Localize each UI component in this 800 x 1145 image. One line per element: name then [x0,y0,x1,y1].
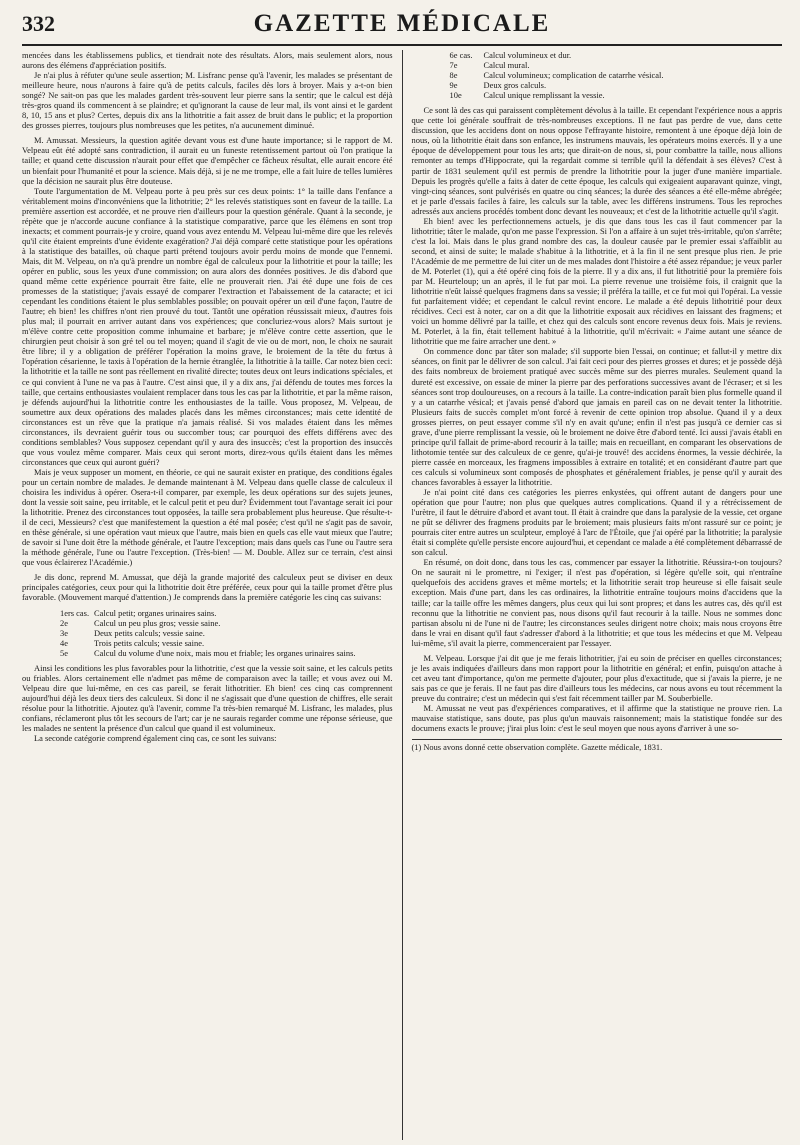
case-item [60,628,393,638]
case-item [60,608,393,618]
case-item [450,80,783,90]
paragraph: Je n'ai point cité dans ces catégories les pierres enkystées, qui offrent autant de dangers pour une opération que pour l'autre; non plus que quelques autres complications. Quand il y a rétrécissement de l'urètre, il faut le détruire d'abord et avant tout. Il était à craindre que dans la paralysie de la vessie, cet organe ne pût se délivrer des fragmens produits par le broiement; mais plusieurs faits m'ont rassuré sur ce point; je pourrais citer entre autres un sculpteur, employé à l'arc de l'Étoile, que j'ai opéré par la lithotritie; la paralysie était si complète qu'elle persiste encore aujourd'hui, et cependant ce malade a été complètement débarrassé de son calcul. [411,487,782,558]
paragraph: Mais je veux supposer un moment, en théorie, ce qui ne saurait exister en pratique, des conditions égales pour un certain nombre de malades. Je demande maintenant à M. Velpeau dans quelle classe de calculeux il choisira les individus à opérer. Osera-t-il comparer, par exemple, les deux opérations sur des sujets jeunes, dont la vessie soit saine, peu irritable, et le calcul petit et peu dur? Évidemment tout l'avantage serait ici pour la lithotritie. Prenez des circonstances tout opposées, la taille sera probablement plus heureuse. Que résulte-t-il de ceci, Messieurs? c'est que manifestement la question a été mal posée; c'est qu'il ne s'agit pas de savoir, en thèse générale, si une opération vaut mieux que l'autre, mais bien en quels cas elle vaut mieux que l'autre; de savoir si l'une doit être la méthode générale, et l'autre l'exception; mais dans quels cas l'une ou l'autre sera la méthode générale, l'une ou l'autre l'exception. (Très-bien! — M. Double. Allez sur ce terrain, c'est ainsi que vous éclairerez l'Académie.) [22,466,393,568]
case-number: 2e [60,617,68,628]
case-number: 9e [449,80,458,91]
paragraph: En résumé, on doit donc, dans tous les cas, commencer par essayer la lithotritie. Réussira-t-on toujours? On ne saurait ni le promettre, ni l'exiger; il n'est pas d'opération, si légère qu'elle soit, qui n'entraîne quelquefois des accidens graves et même mortels; et la lithotritie serait trop heureuse si elle faisait seule exception. Mais d'une part, dans les cas ordinaires, la lithotritie entraîne toujours moins d'accidens que la taille; car la taille offre les mêmes dangers, plus ceux qui lui sont propres; et dans les autres cas, dès qu'il est reconnu que la lithotritie ne convient pas, nous disons qu'il faut recourir à la taille. Nous ne sommes donc partisan absolu ni de l'une ni de l'autre; les circonstances seules dirigent notre choix; mais nous croyons être dans le vrai en disant qu'il faut s'adresser d'abord à la lithotritie; et que tous les médecins et que M. Velpeau lui-même, s'il avait la pierre, commenceraient par l'essayer. [411,557,782,648]
case-item [60,648,393,658]
case-number: 10e [449,90,462,101]
case-number: 3e [60,627,68,638]
paragraph: Ce sont là des cas qui paraissent complètement dévolus à la taille. Et cependant l'expérience nous a appris que cette loi générale souffrait de très-nombreuses exceptions. Il ne faut pas perdre de vue, dans cette discussion, que les accidens dont on nous oppose l'effrayante histoire, remontent à une époque déjà loin de nous, où la lithotritie était dans son enfance, les instrumens mauvais, les opérateurs moins exercés. Il y a une époque de développement pour tous les arts; que dirait-on de nous, si, pour combattre la taille, nous allions remonter au temps d'Hippocrate, qui la regardait comme si terrible qu'il la défendait à ses élèves? C'est à partir de 1831 seulement qu'il est permis de prendre la lithotritie pour la juger d'une manière impartiale. Depuis les progrès qu'elle a faits à dater de cette époque, les calculs qui exigeaient auparavant quinze, vingt, vingt-cinq séances, sont pulvérisés en quatre ou cinq séances; la durée des séances a été elle-même abrégée; et je parle d'essais faciles à faire, les calculs sur la table, avec les différens instrumens. Tous les reproches adressés aux anciens procédés tombent donc devant les nouveaux; et c'est de la lithotritie actuelle qu'il s'agit. [411,105,782,216]
journal-title: GAZETTE MÉDICALE [253,10,551,37]
paragraph: Ainsi les conditions les plus favorables pour la lithotritie, c'est que la vessie soit saine, et les calculs petits ou friables. Alors certainement elle n'admet pas même de comparaison avec la taille; et vous avez oui M. Velpeau dire que lui-même, en ces cas pareil, se ferait lithotritier. Eh bien! ces cinq cas comprennent aujourd'hui déjà les deux tiers des calculeux. Si donc il ne s'agissait que d'une question de chiffres, elle serait résolue pour la lithotritie. Ajoutez qu'à l'avenir, comme l'a très-bien remarqué M. Lisfranc, les malades, plus confians, réclameront plus tôt les secours de l'art; car je ne saurais regarder comme une réponse sérieuse, que les malades ne sentent la présence d'un calcul que quand il est volumineux. [22,662,393,734]
case-number: 5e [60,647,68,658]
paragraph: Toute l'argumentation de M. Velpeau porte à peu près sur ces deux points: 1° la taille dans l'enfance a véritablement moins d'inconvéniens que la lithotritie; 2° les relevés statistiques sont en faveur de la taille. La première assertion est accordée, et ne prouve rien d'ailleurs pour la question générale. Quant à la seconde, je répète que je n'accorde aucune confiance à la statistique comparative, parce que les élémens en sont trop inexacts; et comment pourrais-je y croire, quand vous avez entendu M. Velpeau lui-même dire que les relevés qu'il cite étaient empreints d'une évidente exagération? J'ai déjà comparé cette statistique pour les opérations à la statistique des batailles, où chaque parti prétend toujours avoir perdu moins de monde que l'ennemi. Mais, dit M. Velpeau, on n'a qu'à prendre un nombre égal de calculeux pour la lithotritie et pour la taille; les opérer en public, sous les yeux d'une commission; on aura alors des données positives. Je dis d'abord que quand même cette expérience pourrait être faite, elle ne prouverait rien. J'ai été dupe une fois de ces promesses de la statistique; j'avais essayé de comparer l'extraction et l'abaissement de la cataracte; et ici cependant les conditions étaient le plus semblables possible; on pouvait opérer un œil d'une façon, l'autre de l'autre; eh bien! les chiffres n'ont rien prouvé du tout. Tantôt une opération réussissait mieux, d'autres fois plus mal; il pourrait en arriver autant dans vos expériences; que concluriez-vous alors? Mais surtout je m'élève contre cette proposition comme inhumaine et barbare; je m'élève contre cette assertion, que le chirurgien peut choisir à son gré tel ou tel moyen; quand il s'agit de vie ou de mort, non, le choix ne saurait être libre; il y a obligation de préférer l'opération la moins grave, le broiement de la tête du fœtus à l'opération césarienne, le taxis à l'opération de la hernie étranglée, la lithotritie à la taille. Car notez bien ceci: la lithotritie et la taille ne sont pas réellement en rivalité directe; toutes deux ont leurs indications spéciales, et ce qui convient à l'une ne va pas à l'autre. C'est ainsi que, il y a dix ans, j'ai défendu de toutes mes forces la taille, que certains enthousiastes voulaient remplacer dans tous les cas par la lithotritie, et par la même raison, je défends aujourd'hui la lithotritie contre les enthousiastes de la taille. Vous proposez, M. Velpeau, de soumettre aux deux opérations des malades placés dans les mêmes circonstances; mais cette identité de circonstances est un rêve que la pratique n'a jamais réalisé. Si vos malades étaient dans les mêmes circonstances, ils devraient guérir tous ou succomber tous; car pourquoi des effets différens avec des conditions semblables? Vous supposez cependant qu'il y aura des insuccès; c'est la proportion des insuccès que vous voulez même comparer. Mais ceux qui seront morts, direz-vous qu'ils étaient dans les mêmes circonstances que ceux qui auront guéri? [22,185,393,467]
paragraph: mencées dans les établissemens publics, et tiendrait note des résultats. Alors, mais seulement alors, nous aurons des élémens d'appréciation positifs. [22,50,393,71]
case-text: Calcul mural. [483,60,530,71]
case-item [60,618,393,628]
case-item [450,60,783,70]
right-column [403,50,783,1140]
paragraph: M. Amussat. Messieurs, la question agitée devant vous est d'une haute importance; si le rapport de M. Velpeau eût été adopté sans contradiction, il aurait eu un funeste retentissement partout où l'on pratique la taille; et quand cette discussion n'aurait pour effet que d'empêcher ce fâcheux résultat, elle aurait encore été un bienfait pour l'humanité et pour la science. Mais déjà, si je ne me trompe, elle a fait luire de telles lumières que la décision ne saurait plus être douteuse. [22,135,393,186]
case-text: Trois petits calculs; vessie saine. [94,637,205,648]
paragraph: On commence donc par tâter son malade; s'il supporte bien l'essai, on continue; et fallut-il y mettre dix séances, on finit par le délivrer de son calcul. J'ai fait ceci pour des pierres grosses et dures; et je possède déjà des faits nombreux de broiement pratiqué avec succès même sur des pierres murales. Seulement quand la dureté est excessive, on essaie de miner la pierre par des perforations successives avant de l'écraser; et si les séances sont trop douloureuses, on a recours à la taille. La contre-indication paraît bien plus formelle quand il y a un catarrhe vésical; et j'avais pensé d'abord que jamais en pareil cas on ne devait tenter la lithotritie. Plusieurs faits de succès complet m'ont forcé à revenir de cette opinion trop absolue. Quand il y a deux grosses pierres, on peut essayer comme s'il n'y en avait qu'une; enfin il n'est pas jusqu'à ce dernier cas si grave, d'une pierre remplissant la vessie, où le broiement ne doive être d'abord tenté. Ici aussi j'avais établi en principe qu'il fallait de prime-abord recourir à la taille; mais en recueillant, en comparant les observations de lithotomie tentée sur des calculeux de ce genre, qu'ai-je trouvé! des accidens énormes, la vessie déchirée, la pierre cassée en morceaux, les fragmens impossibles à extraire en totalité; et en considérant d'autre part que ces calculs si volumineux sont composés de phosphates et généralement friables, je pense qu'il y aurait des chances favorables à essayer la lithotritie. [411,346,782,487]
left-column [22,50,403,1140]
paragraph: Je dis donc, reprend M. Amussat, que déjà la grande majorité des calculeux peut se diviser en deux principales catégories, ceux pour qui la lithotritie doit être préférée, ceux pour qui la taille promet d'être plus favorable. (Mouvement marqué d'attention.) Je comprends dans la première catégorie les cinq cas suivans: [22,572,393,603]
page-number: 332 [22,11,55,36]
case-text: Deux gros calculs. [483,80,547,91]
case-item [450,70,783,80]
paragraph: La seconde catégorie comprend également cinq cas, ce sont les suivans: [34,733,277,744]
case-number: 8e [449,70,458,81]
text-columns [22,50,782,1140]
case-text: Calcul unique remplissant la vessie. [483,90,605,101]
paragraph: M. Velpeau. Lorsque j'ai dit que je me ferais lithotritier, j'ai eu soin de préciser en quelles circonstances; je les avais indiquées d'ailleurs dans mon rapport pour la lithotritie en général; et enfin, puisqu'on attache à cet aveu tant d'importance, qu'on me permette d'ajouter, pour plus d'exactitude, que si j'avais la pierre, je ne sais pas ce que je ferais. Il ne faut pas dire d'ailleurs tous les médecins, car nous avons eu tout récemment la preuve du contraire; c'est un médecin qui s'est fait récemment tailler par M. Souberbielle. [411,652,782,703]
case-number: 4e [60,637,68,648]
paragraph: Eh bien! avec les perfectionnemens actuels, je dis que dans tous les cas il faut commencer par la lithotritie; tâter le malade, qu'on me passe l'expression. Si l'on a affaire à un sujet très-irritable, qu'on s'arrête; c'est la loi. Mais dans le plus grand nombre des cas, la douleur causée par le premier essai s'affaiblit au second, et ainsi de suite; le malade s'habitue à la lithotritie, et à la fin il ne sent presque plus rien. Je prie l'Académie de me permettre de lui citer un de mes malades dont l'histoire a été assez répandue; je veux parler de M. Poterlet (1), qui a été opéré cinq fois de la pierre. Il y a dix ans, il fut lithotritié pour la première fois par M. Heurteloup; un an après, il le fut par moi. La pierre revenue une troisième fois, il craignit que la lithotritie n'eût laissé quelques fragmens dans sa vessie; il préféra la taille, et ce fut moi qui l'opérai. La vessie fut parfaitement vidée; et cependant le calcul revint encore. Le malade a été depuis lithotritié pour deux récidives. Ceci est à noter, car on a dit que la lithotritie exposait aux récidives en laissant des fragmens; et voici un homme délivré par la taille, et chez qui des calculs sont encore revenus deux fois. Mais je reviens. M. Poterlet, à la fin, était tellement habitué à la lithotritie, qu'il m'écrivait: « J'aime autant une séance de lithotritie que me faire arracher une dent. » [411,215,782,347]
case-text: Calcul du volume d'une noix, mais mou et friable; les organes urinaires sains. [94,647,356,658]
case-text: Calcul petit; organes urinaires sains. [94,607,217,618]
case-text: Calcul volumineux; complication de catarrhe vésical. [483,70,664,81]
case-item [450,50,783,60]
case-item [60,638,393,648]
case-number: 1ers cas. [60,607,90,618]
paragraph: M. Amussat ne veut pas d'expériences comparatives, et il affirme que la statistique ne prouve rien. La mauvaise statistique, sans doute, pas plus qu'un mauvais raisonnement; mais la statistique fondée sur des documens exacts le prouve; j'irai plus loin: c'est le seul moyen que nous ayons d'arriver à une so- [411,703,782,734]
page-header [22,10,782,46]
case-text: Deux petits calculs; vessie saine. [94,627,205,638]
paragraph: Je n'ai plus à réfuter qu'une seule assertion; M. Lisfranc pense qu'à l'avenir, les malades se présentant de meilleure heure, nous n'aurons à faire qu'à de petits calculs, faciles dès lors à broyer. Mais y a-t-on bien songé? Ne sait-on pas que les malades gardent très-souvent leur pierre sans la sentir; que le calcul est déjà très-gros quand ils commencent à se plaindre; et qu'ignorant la cause de leur mal, ils vont ainsi et le gardent 8, 10, 15 ans et plus? Certes, depuis dix ans la lithotritie a fait assez de bruit dans le public; et la proportion des grosses pierres, toujours plus nombreuses que les petites, n'a aucunement diminué. [22,70,393,131]
case-item [450,90,783,100]
case-number: 7e [449,60,458,71]
case-text: Calcul volumineux et dur. [483,50,572,60]
case-text: Calcul un peu plus gros; vessie saine. [94,617,221,628]
case-number: 6e cas. [449,50,473,60]
footnote: (1) Nous avons donné cette observation complète. Gazette médicale, 1831. [412,739,783,753]
